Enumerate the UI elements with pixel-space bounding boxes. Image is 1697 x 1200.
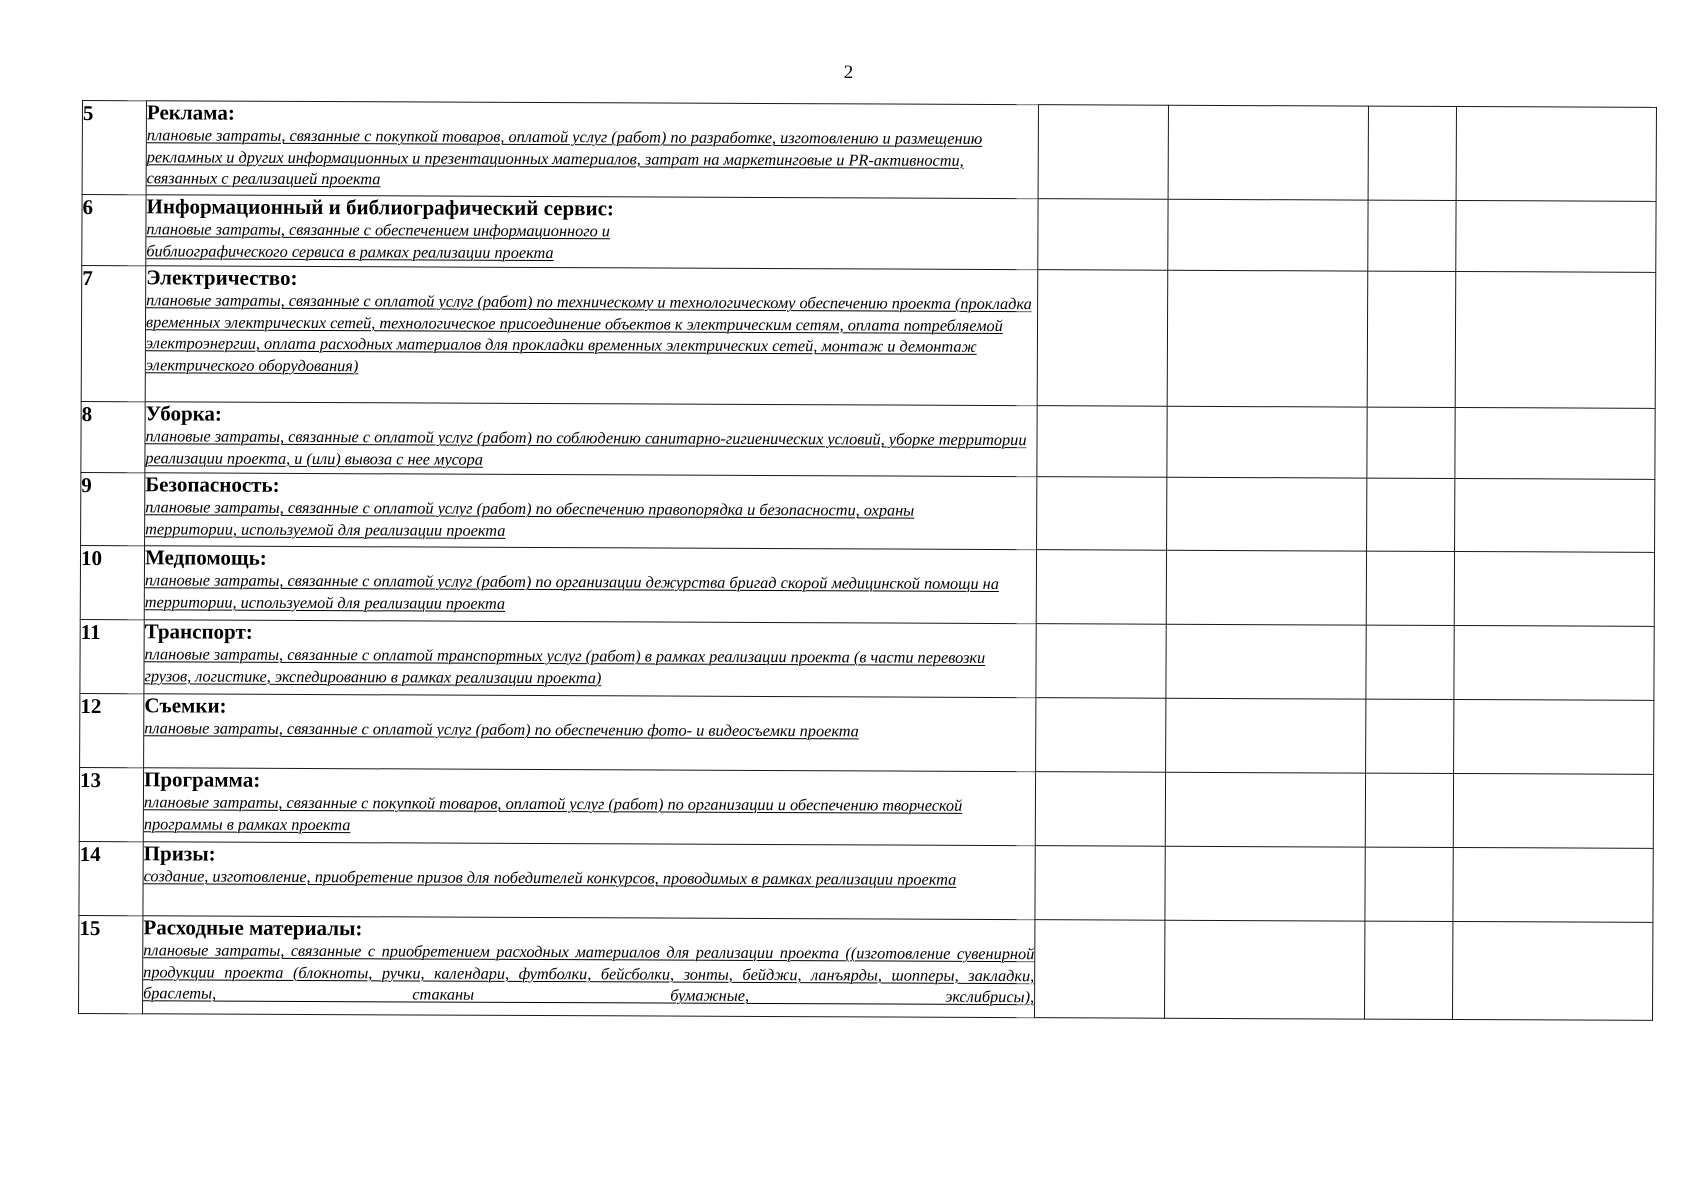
empty-cell: [1368, 106, 1456, 200]
row-number: 15: [79, 915, 143, 1013]
table-row: [80, 545, 1654, 626]
empty-cell: [1454, 551, 1654, 626]
item-title: Реклама:: [146, 100, 235, 125]
item-title: Электричество:: [146, 265, 298, 290]
item-text: плановые затраты, связанные с покупкой товаров, оплатой услуг (работ) по организации и обеспечению творческой программы в рамках проекта: [143, 792, 963, 834]
empty-cell: [1368, 200, 1456, 271]
item-description: [146, 195, 1038, 270]
table-row: [81, 472, 1655, 552]
item-title: Программа:: [143, 767, 261, 792]
item-title: Безопасность:: [145, 472, 280, 497]
item-text: создание, изготовление, приобретение призов для победителей конкурсов, проводимых в рамках реализации проекта: [143, 866, 957, 889]
empty-cell: [1456, 200, 1656, 272]
empty-cell: [1037, 270, 1168, 407]
empty-cell: [1165, 846, 1365, 921]
empty-cell: [1167, 406, 1367, 478]
item-description: [144, 546, 1036, 624]
empty-cell: [1453, 847, 1653, 922]
item-title: Съемки:: [144, 693, 227, 718]
empty-cell: [1165, 772, 1365, 847]
row-number: 9: [81, 472, 145, 545]
item-text: плановые затраты, связанные с оплатой услуг (работ) по организации дежурства бригад скорой медицинской помощи на территории, используемой для реализации проекта: [144, 570, 999, 613]
item-text: плановые затраты, связанные с оплатой услуг (работ) по обеспечению фото- и видеосъемки проекта: [144, 718, 859, 741]
budget-table: [78, 100, 1657, 1021]
row-number: 6: [82, 195, 146, 266]
empty-cell: [1367, 478, 1455, 551]
item-description: [143, 768, 1035, 846]
item-description: [145, 402, 1037, 477]
item-title: Расходные материалы:: [143, 915, 363, 941]
item-title: Медпомощь:: [144, 545, 267, 570]
empty-cell: [1167, 477, 1367, 551]
table-row: [80, 693, 1654, 774]
table-row: [82, 101, 1656, 202]
empty-cell: [1168, 199, 1368, 271]
item-text: плановые затраты, связанные с оплатой транспортных услуг (работ) в рамках реализации проекта (в части перевозки грузов, логистике, экспедированию в рамках реализации проекта): [144, 644, 986, 687]
item-text: плановые затраты, связанные с приобретением расходных материалов для реализации проекта ((изготовление сувенирной продукции проекта (блокноты, ручки, календари, футболки, бейсболки, зонты, бейджи, ланъярды, шопперы, закладки, браслеты, стаканы бумажные, экслибрисы),: [143, 940, 1035, 1007]
table-row: [81, 266, 1656, 409]
row-number: 14: [79, 841, 143, 915]
empty-cell: [1455, 271, 1656, 408]
empty-cell: [1167, 270, 1368, 407]
empty-cell: [1166, 698, 1366, 773]
item-description: [145, 473, 1037, 550]
empty-cell: [1036, 698, 1166, 773]
empty-cell: [1036, 550, 1166, 625]
table-row: [79, 915, 1653, 1020]
empty-cell: [1367, 407, 1455, 478]
row-number: 13: [79, 767, 143, 841]
empty-cell: [1038, 105, 1168, 200]
table-row: [79, 767, 1653, 848]
item-title: Призы:: [143, 841, 216, 866]
page-number: 2: [843, 62, 854, 83]
row-number: 10: [80, 545, 144, 619]
empty-cell: [1037, 406, 1167, 478]
empty-cell: [1038, 199, 1168, 271]
empty-cell: [1037, 477, 1167, 551]
row-number: 8: [81, 401, 145, 472]
empty-cell: [1365, 847, 1453, 921]
table-row: [82, 195, 1656, 273]
empty-cell: [1035, 920, 1165, 1019]
empty-cell: [1168, 105, 1368, 200]
item-description: [143, 916, 1035, 1018]
table-row: [81, 401, 1655, 479]
row-number: 12: [80, 693, 144, 767]
table-row: [80, 619, 1654, 700]
row-number: 7: [81, 266, 146, 402]
empty-cell: [1035, 772, 1165, 847]
item-text: плановые затраты, связанные с оплатой услуг (работ) по обеспечению правопорядка и безопасности, охраны территории, используемой для реализации проекта: [145, 497, 915, 540]
empty-cell: [1365, 921, 1453, 1019]
empty-cell: [1454, 699, 1654, 774]
item-description: [143, 842, 1035, 920]
empty-cell: [1366, 699, 1454, 773]
empty-cell: [1367, 271, 1456, 407]
item-text: плановые затраты, связанные с обеспечением информационного и библиографического сервиса в рамках реализации проекта: [146, 219, 611, 262]
empty-cell: [1166, 624, 1366, 699]
row-number: 11: [80, 619, 144, 693]
item-title: Информационный и библиографический сервис:: [146, 194, 614, 221]
item-text: плановые затраты, связанные с покупкой товаров, оплатой услуг (работ) по разработке, изготовлению и размещению рекламных и других информационных и презентационных материалов, затрат на маркетинговые и PR-активности, связанных с реализацией проекта: [146, 125, 983, 189]
empty-cell: [1365, 773, 1453, 847]
item-description: [144, 694, 1036, 772]
empty-cell: [1366, 551, 1454, 625]
item-title: Транспорт:: [144, 619, 253, 644]
empty-cell: [1455, 478, 1655, 552]
row-number: 5: [82, 101, 146, 195]
item-title: Уборка:: [145, 401, 222, 426]
item-description: [144, 620, 1036, 698]
table-row: [79, 841, 1653, 922]
empty-cell: [1453, 921, 1653, 1020]
empty-cell: [1456, 106, 1656, 201]
empty-cell: [1455, 407, 1655, 479]
item-text: плановые затраты, связанные с оплатой услуг (работ) по соблюдению санитарно-гигиенических условий, уборке территории реализации проекта, и (или) вывоза с нее мусора: [145, 426, 1027, 469]
empty-cell: [1166, 550, 1366, 625]
empty-cell: [1454, 625, 1654, 700]
empty-cell: [1036, 624, 1166, 699]
empty-cell: [1366, 625, 1454, 699]
item-description: [145, 266, 1038, 406]
empty-cell: [1035, 846, 1165, 921]
item-description: [146, 101, 1038, 199]
item-text: плановые затраты, связанные с оплатой услуг (работ) по техническому и технологическому обеспечению проекта (прокладка временных электрических сетей, технологическое присоединение объектов к электрическим сетям, оплата потребляемой электроэнергии, оплата расходных материалов для прокладки временных электрических сетей, монтаж и демонтаж электрического оборудования): [145, 290, 1032, 375]
empty-cell: [1165, 920, 1365, 1019]
empty-cell: [1453, 773, 1653, 848]
